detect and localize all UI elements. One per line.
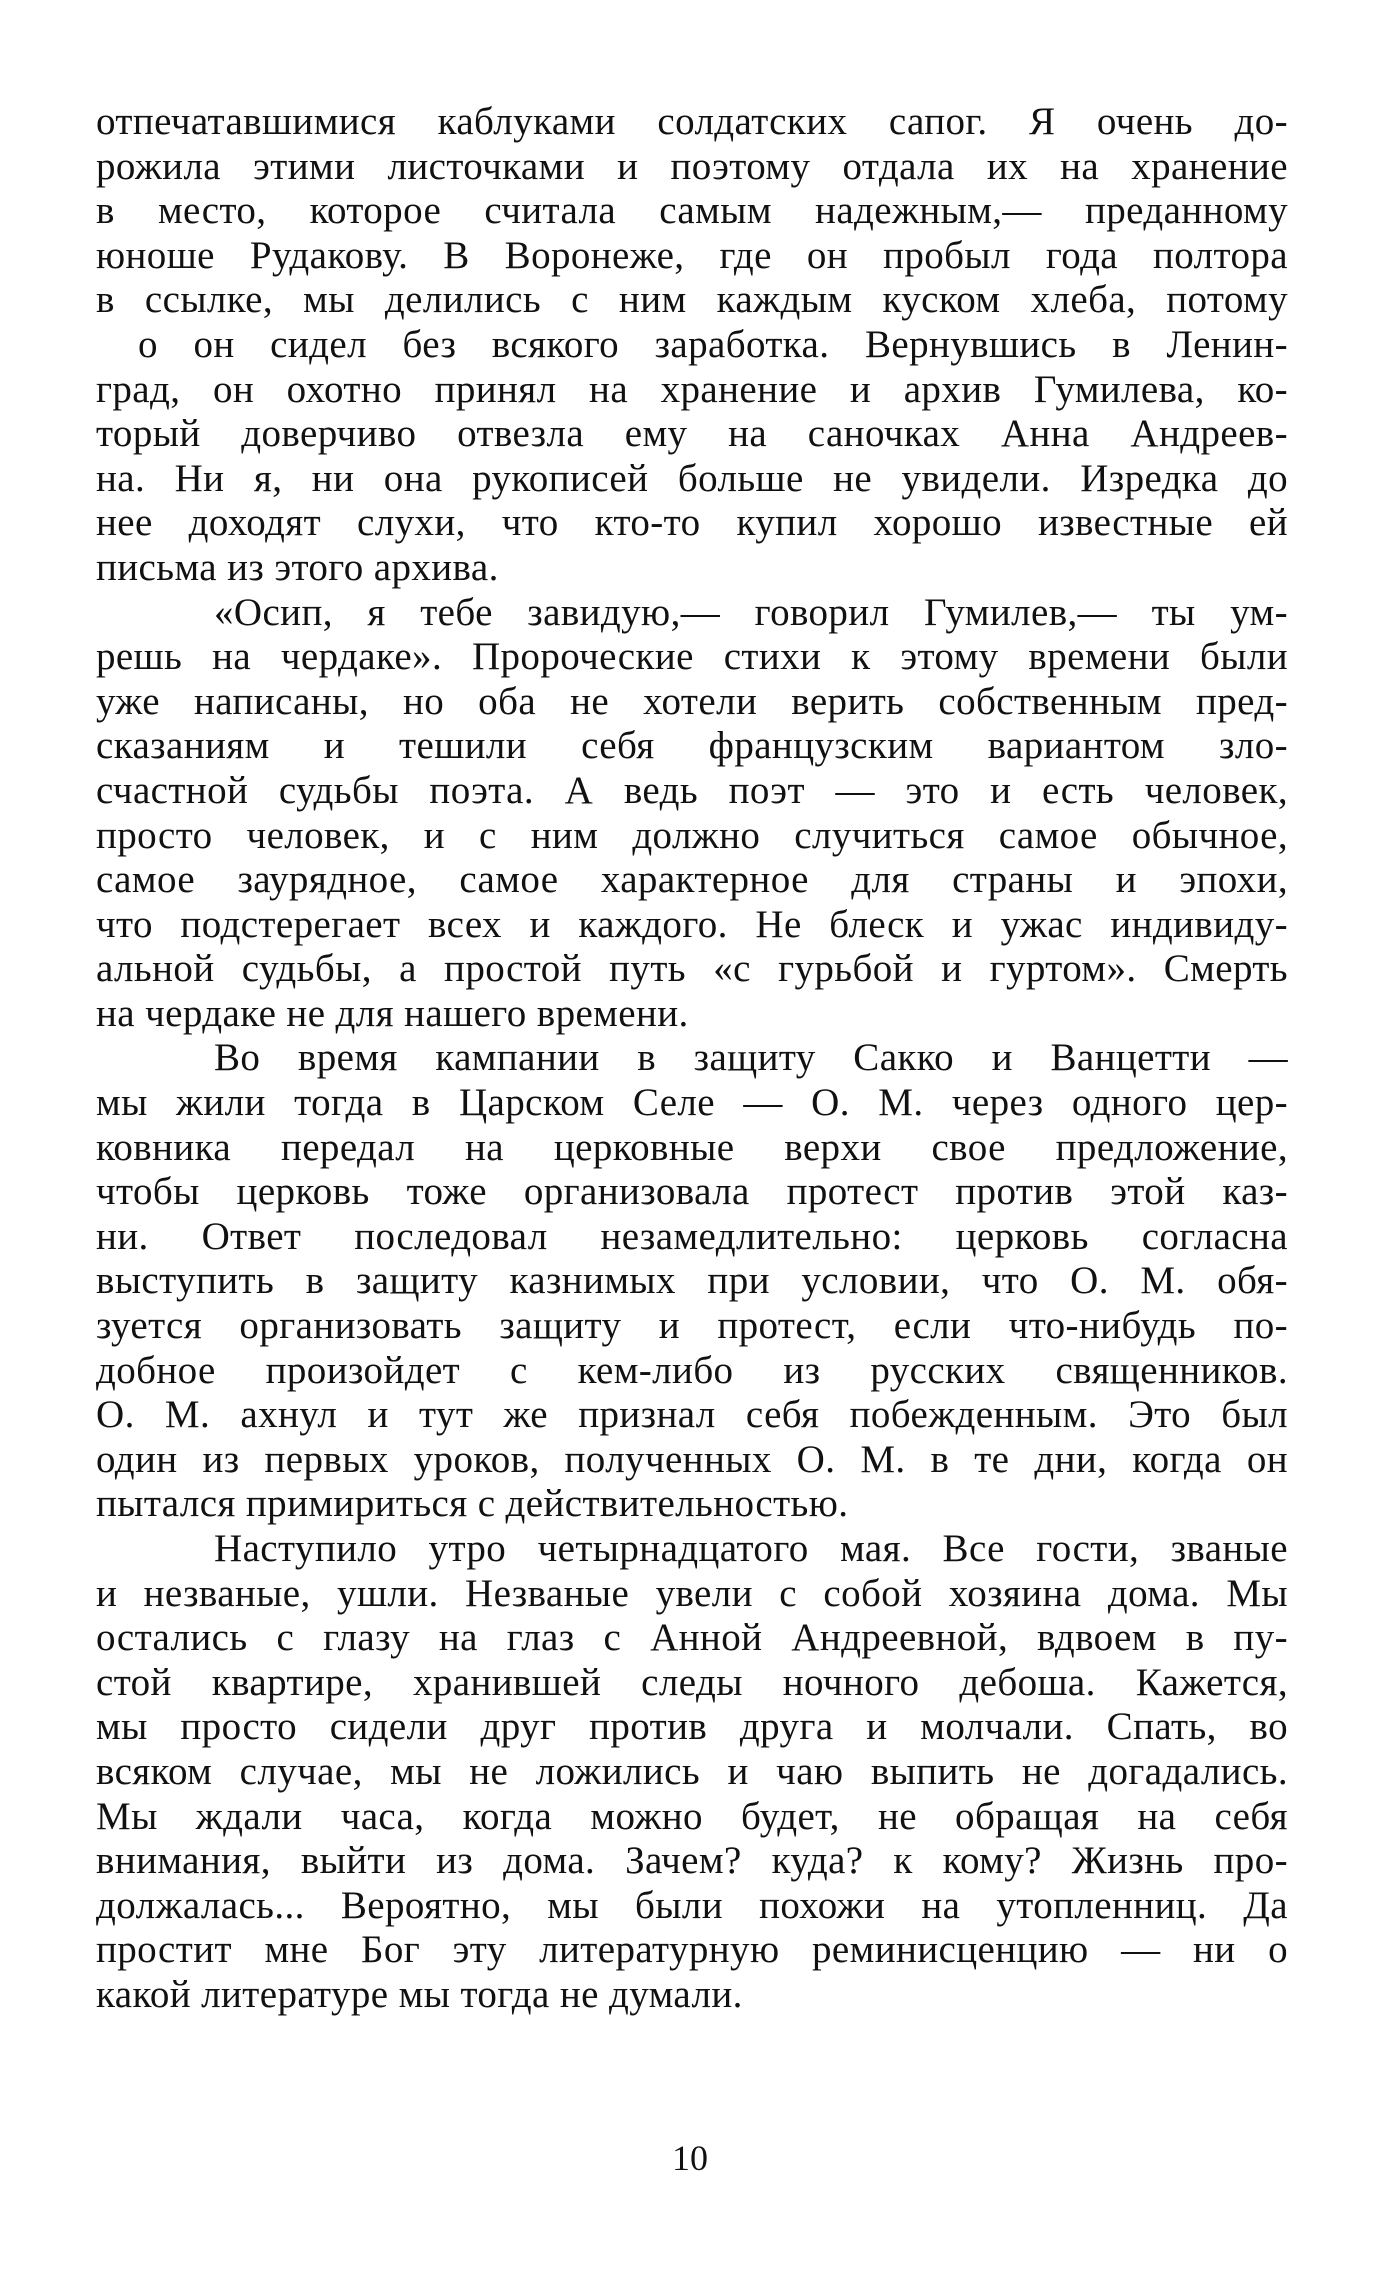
text-line: О. М. ахнул и тут же признал себя побежденным. Это был [96,1393,1288,1437]
text-line: чтобы церковь тоже организовала протест против этой каз- [96,1170,1288,1214]
text-line: выступить в защиту казнимых при условии, что О. М. обя- [96,1259,1288,1303]
text-line: торый доверчиво отвезла ему на саночках Анна Андреев- [96,412,1288,456]
text-line: отпечатавшимися каблуками солдатских сапог. Я очень до- [96,100,1288,143]
text-line: «Осип, я тебе завидую,— говорил Гумилев,— ты ум- [214,590,1288,634]
paragraph-4 [96,1527,1288,2018]
text-line: один из первых уроков, полученных О. М. в те дни, когда он [96,1437,1288,1481]
text-line: о он сидел без всякого заработка. Вернувшись в Ленин- [138,322,1288,366]
text-line: просто человек, и с ним должно случиться самое обычное, [96,813,1288,857]
text-line: самое заурядное, самое характерное для страны и эпохи, [96,858,1288,902]
paragraph-2 [96,591,1288,1037]
text-line: нее доходят слухи, что кто-то купил хорошо известные ей [96,501,1288,545]
document-body [96,100,1288,2018]
text-line: мы жили тогда в Царском Селе — О. М. через одного цер- [96,1081,1288,1125]
text-line: какой литературе мы тогда не думали. [96,1972,743,2016]
text-line: решь на чердаке». Пророческие стихи к этому времени были [96,635,1288,679]
paragraph-3 [96,1036,1288,1527]
text-line: добное произойдет с кем-либо из русских священников. [96,1348,1288,1392]
text-line: всяком случае, мы не ложились и чаю выпить не догадались. [96,1749,1288,1793]
text-line: простит мне Бог эту литературную реминисценцию — ни о [96,1928,1288,1972]
text-line: в ссылке, мы делились с ним каждым куском хлеба, потому [96,278,1288,322]
page-number: 10 [672,2138,708,2178]
text-line: стой квартире, хранившей следы ночного дебоша. Кажется, [96,1660,1288,1704]
text-line: счастной судьбы поэта. А ведь поэт — это и есть человек, [96,768,1288,812]
text-line: остались с глазу на глаз с Анной Андреевной, вдвоем в пу- [96,1616,1288,1660]
text-line: Наступило утро четырнадцатого мая. Все гости, званые [214,1527,1288,1570]
text-line: и незваные, ушли. Незваные увели с собой хозяина дома. Мы [96,1571,1288,1615]
text-line: град, он охотно принял на хранение и архив Гумилева, ко- [96,367,1288,411]
text-line: ни. Ответ последовал незамедлительно: церковь согласна [96,1214,1288,1258]
text-line: ковника передал на церковные верхи свое предложение, [96,1125,1288,1169]
text-line: зуется организовать защиту и протест, если что-нибудь по- [96,1304,1288,1348]
text-line: сказаниям и тешили себя французским вариантом зло- [96,724,1288,768]
text-line: внимания, выйти из дома. Зачем? куда? к кому? Жизнь про- [96,1839,1288,1883]
text-line: мы просто сидели друг против друга и молчали. Спать, во [96,1705,1288,1749]
text-line: Во время кампании в защиту Сакко и Ванцетти — [214,1036,1288,1080]
paragraph-1 [96,100,1288,591]
text-line: Мы ждали часа, когда можно будет, не обращая на себя [96,1794,1288,1838]
text-line: пытался примириться с действительностью. [96,1482,849,1526]
text-line: письма из этого архива. [96,545,499,589]
text-line: уже написаны, но оба не хотели верить собственным пред- [96,679,1288,723]
text-line: должалась... Вероятно, мы были похожи на утопленниц. Да [96,1883,1288,1927]
text-line: альной судьбы, а простой путь «с гурьбой и гуртом». Смерть [96,947,1288,991]
text-line: в место, которое считала самым надежным,— преданному [96,189,1288,233]
text-line: юноше Рудакову. В Воронеже, где он пробыл года полтора [96,233,1288,277]
text-line: на чердаке не для нашего времени. [96,991,689,1035]
text-line: что подстерегает всех и каждого. Не блеск и ужас индивиду- [96,902,1288,946]
text-line: на. Ни я, ни она рукописей больше не увидели. Изредка до [96,456,1288,500]
text-line: рожила этими листочками и поэтому отдала их на хранение [96,144,1288,188]
